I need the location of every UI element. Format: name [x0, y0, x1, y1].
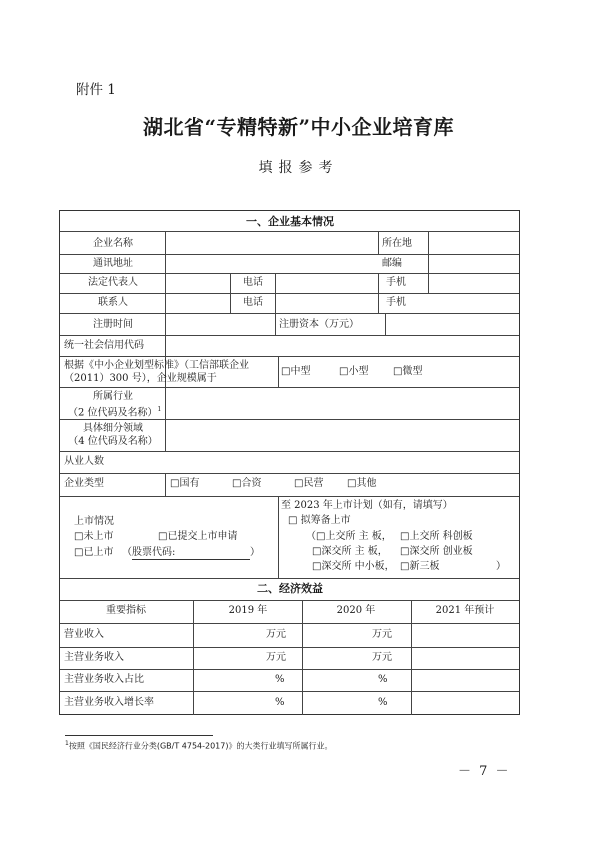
footnote-mark: 1	[65, 740, 69, 747]
unit-2020: %	[378, 697, 388, 708]
plan-close-paren: ）	[496, 561, 506, 572]
page-title: 湖北省“专精特新”中小企业培育库	[142, 115, 454, 139]
checkbox-sse-main[interactable]: （□上交所 主 板，	[306, 531, 392, 542]
unit-2020: 万元	[372, 652, 392, 663]
unit-2019: 万元	[266, 629, 286, 640]
col-divider	[165, 473, 166, 496]
col-divider	[302, 600, 303, 715]
row-divider	[60, 578, 519, 579]
stock-code-field[interactable]: （股票代码: ）	[122, 547, 260, 558]
checkbox-szse-gem[interactable]: □深交所 创业板	[400, 546, 473, 557]
stock-code-underline: 股票代码:	[132, 547, 250, 560]
row-divider	[60, 273, 519, 274]
page-subtitle: 填报参考	[258, 160, 339, 176]
unit-2019: %	[275, 674, 285, 685]
section-heading-economic: 二、经济效益	[257, 582, 323, 595]
col-divider	[275, 273, 276, 313]
row-divider	[60, 691, 519, 692]
col-header-2020: 2020 年	[336, 605, 376, 616]
col-divider	[193, 600, 194, 715]
col-divider	[385, 313, 386, 335]
label-industry-line1: 所属行业	[93, 391, 133, 402]
checkbox-neeq[interactable]: □新三板	[400, 561, 440, 572]
checkbox-scale-micro[interactable]: □微型	[393, 366, 423, 377]
checkbox-plan-prepare[interactable]: □ 拟筹备上市	[288, 515, 351, 526]
checkbox-szse-sme[interactable]: □深交所 中小板，	[312, 561, 395, 572]
checkbox-type-joint[interactable]: □合资	[232, 478, 262, 489]
page-number: － 7 －	[458, 764, 511, 779]
label-scale-line2: （2011）300 号），企业规模属于	[64, 373, 217, 384]
checkbox-szse-main[interactable]: □深交所 主 板，	[312, 546, 388, 557]
row-divider	[60, 623, 519, 624]
label-employees: 从业人数	[64, 456, 104, 467]
row-label-main-growth: 主营业务收入增长率	[64, 697, 154, 708]
label-reg-capital: 注册资本（万元）	[279, 319, 359, 330]
col-divider	[411, 600, 412, 715]
label-subfield-line2: （4 位代码及名称）	[68, 436, 158, 447]
label-phone-2: 电话	[243, 297, 263, 308]
label-phone: 电话	[243, 277, 263, 288]
label-legal-rep: 法定代表人	[88, 277, 138, 288]
row-divider	[60, 293, 519, 294]
footnote-separator	[65, 735, 213, 736]
label-listing: 上市情况	[74, 516, 114, 527]
attachment-label: 附件 1	[76, 82, 116, 98]
row-divider	[60, 669, 519, 670]
col-divider	[230, 273, 231, 313]
checkbox-type-other[interactable]: □其他	[347, 478, 377, 489]
col-header-2019: 2019 年	[228, 605, 268, 616]
label-credit-code: 统一社会信用代码	[64, 340, 144, 351]
row-divider	[60, 254, 519, 255]
checkbox-listing-not[interactable]: □未上市	[74, 531, 114, 542]
row-divider	[60, 335, 519, 336]
row-label-main-share: 主营业务收入占比	[64, 674, 144, 685]
section-heading-basic-info: 一、企业基本情况	[246, 215, 334, 228]
checkbox-listing-submitted[interactable]: □已提交上市申请	[158, 531, 238, 542]
checkbox-type-state[interactable]: □国有	[170, 478, 200, 489]
row-divider	[60, 356, 519, 357]
row-divider	[60, 600, 519, 601]
label-contact: 联系人	[98, 297, 128, 308]
label-postcode: 邮编	[382, 258, 402, 269]
label-mobile: 手机	[386, 277, 406, 288]
footnote-text: 按照《国民经济行业分类(GB/T 4754-2017)》的大类行业填写所属行业。	[68, 741, 333, 751]
row-divider	[60, 387, 519, 388]
footnote-ref: 1	[157, 406, 162, 413]
unit-2019: 万元	[266, 652, 286, 663]
label-plan-title: 至 2023 年上市计划（如有，请填写）	[281, 500, 453, 511]
col-header-2021: 2021 年预计	[435, 605, 495, 616]
row-divider	[60, 473, 519, 474]
checkbox-sse-star[interactable]: □上交所 科创板	[400, 531, 473, 542]
registration-form	[59, 210, 520, 715]
checkbox-scale-medium[interactable]: □中型	[281, 366, 311, 377]
row-divider	[60, 647, 519, 648]
label-scale-line1: 根据《中小企业划型标准》（工信部联企业	[64, 360, 249, 371]
row-divider	[60, 496, 519, 497]
col-header-indicator: 重要指标	[106, 605, 146, 616]
row-label-main-revenue: 主营业务收入	[64, 652, 124, 663]
label-location: 所在地	[382, 238, 412, 249]
unit-2020: 万元	[372, 629, 392, 640]
row-divider	[60, 313, 519, 314]
checkbox-scale-small[interactable]: □小型	[339, 366, 369, 377]
col-divider	[165, 231, 166, 451]
unit-2020: %	[378, 674, 388, 685]
footnote	[65, 740, 333, 752]
label-company-type: 企业类型	[64, 478, 104, 489]
col-divider	[378, 231, 379, 254]
row-divider	[60, 231, 519, 232]
label-industry-line2: （2 位代码及名称）$^1$	[68, 406, 162, 419]
checkbox-type-private[interactable]: □民营	[294, 478, 324, 489]
col-divider	[428, 231, 429, 293]
checkbox-listing-listed[interactable]: □已上市	[74, 547, 114, 558]
label-mobile-2: 手机	[386, 297, 406, 308]
col-divider	[378, 273, 379, 313]
col-divider	[278, 356, 279, 387]
label-reg-time: 注册时间	[93, 319, 133, 330]
col-divider	[275, 313, 276, 335]
label-company-name: 企业名称	[93, 238, 133, 249]
row-label-revenue: 营业收入	[64, 629, 104, 640]
col-divider	[278, 496, 279, 578]
unit-2019: %	[275, 697, 285, 708]
label-address: 通讯地址	[93, 258, 133, 269]
label-subfield-line1: 具体细分领域	[83, 423, 143, 434]
row-divider	[60, 451, 519, 452]
